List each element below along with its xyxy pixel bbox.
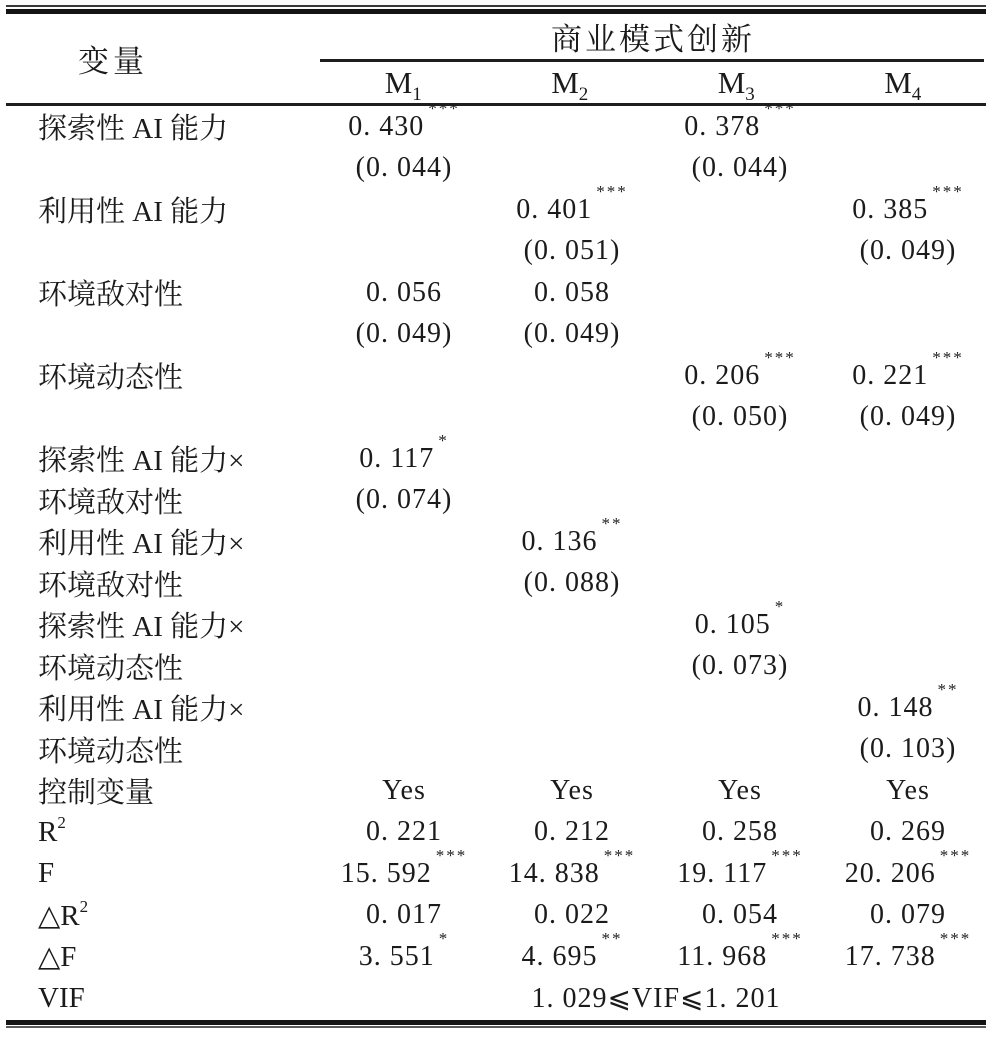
value-cell-m1: 0. 017 [366,899,442,931]
row-label: F [38,857,55,890]
model-header-subscript: 4 [911,83,922,105]
significance-stars: *** [428,99,460,119]
row-label: 探索性 AI 能力× [38,611,245,644]
model-header-subscript: 3 [745,83,755,105]
value-cell-m2: 0. 058 [534,276,610,308]
model-header-m1: $M_1$ [384,64,422,105]
row-label: 环境敌对性 [38,486,184,519]
row-label: 环境敌对性 [38,279,184,312]
value-cell-m3: (0. 073) [691,650,789,682]
row-label: VIF [38,981,85,1014]
table-row [0,895,992,937]
vif-range-cell: 1. 029⩽VIF⩽1. 201 [531,983,781,1015]
value-cell-m3: 19. 117*** [677,846,803,889]
row-label: 环境动态性 [38,362,184,395]
value-cell-m2: 0. 136** [521,514,623,557]
row-label: 环境动态性 [38,735,184,768]
table-body [0,99,992,1019]
significance-stars: *** [771,929,803,949]
value-cell-m4: 0. 385*** [852,182,964,225]
value-cell-m1: 0. 221 [366,816,442,848]
bottom-rules [0,1020,992,1028]
table-header [0,14,992,103]
row-label: △F [38,941,77,974]
value-cell-m4: 20. 206*** [844,846,972,889]
models-header-group [320,14,986,103]
value-cell-m3: 0. 258 [702,816,778,848]
table-row [0,182,992,231]
row-label: 环境动态性 [38,652,184,685]
value-cell-m2: (0. 051) [523,235,621,267]
significance-stars: * [438,431,449,451]
row-label-superscript: 2 [57,813,66,833]
significance-stars: ** [601,929,623,949]
value-cell-m3: 0. 206*** [684,348,796,391]
model-header-m2: $M_2$ [551,64,589,105]
value-cell-m3: 0. 378*** [684,99,796,142]
value-cell-m4: (0. 049) [859,235,957,267]
value-cell-m4: 17. 738*** [844,929,972,972]
significance-stars: ** [937,680,959,700]
value-cell-m1: 0. 430*** [348,99,460,142]
row-label: $R^2$ [38,813,66,848]
bottom-rule-thin [6,1026,986,1028]
value-cell-m2: 4. 695** [521,929,623,972]
model-header-row [320,62,986,103]
table-row [0,646,992,688]
value-cell-m1: 3. 551* [358,929,450,972]
table-row [0,929,992,978]
value-cell-m2: Yes [550,774,594,806]
table-row [0,397,992,439]
value-cell-m1: 0. 056 [366,276,442,308]
table-row [0,563,992,605]
value-cell-m4: (0. 103) [859,733,957,765]
value-cell-m4: Yes [886,774,930,806]
row-label: 利用性 AI 能力 [38,196,229,229]
value-cell-m3: 0. 105* [694,597,786,640]
group-header-business-model-innovation: 商业模式创新 [551,22,755,57]
value-cell-m3: Yes [718,774,762,806]
table-row [0,770,992,812]
significance-stars: * [774,597,786,617]
table-row [0,514,992,563]
table-row [0,148,992,190]
value-cell-m1: (0. 044) [355,152,453,184]
row-label: 探索性 AI 能力 [38,113,229,146]
table-row [0,480,992,522]
row-label: 控制变量 [38,777,155,810]
significance-stars: *** [603,846,636,866]
value-cell-m3: 11. 968*** [677,929,803,972]
significance-stars: *** [764,99,796,119]
value-cell-m4: 0. 148** [857,680,959,723]
value-cell-m2: 0. 212 [534,816,610,848]
table-row [0,272,992,314]
value-cell-m1: (0. 049) [355,318,453,350]
significance-stars: *** [435,846,468,866]
table-row [0,231,992,273]
row-label: 探索性 AI 能力× [38,445,245,478]
significance-stars: *** [596,182,628,202]
value-cell-m4: 0. 269 [870,816,946,848]
significance-stars: *** [932,182,964,202]
model-header-subscript: 1 [412,83,422,105]
value-cell-m1: Yes [382,774,426,806]
model-header-m3: $M_3$ [717,64,755,105]
value-cell-m2: (0. 088) [523,567,621,599]
model-header-m4: $M_4$ [884,64,922,105]
variable-column-header: 变量 [78,44,148,79]
table-row [0,431,992,480]
table-row [0,99,992,148]
significance-stars: *** [764,348,796,368]
value-cell-m4: 0. 079 [870,899,946,931]
significance-stars: *** [939,929,972,949]
significance-stars: ** [601,514,623,534]
row-label-superscript: 2 [79,897,89,917]
table-row [0,812,992,854]
value-cell-m3: (0. 044) [691,152,789,184]
value-cell-m1: (0. 074) [355,484,453,516]
table-row [0,729,992,771]
value-cell-m3: 0. 054 [702,899,778,931]
significance-stars: * [438,929,450,949]
value-cell-m4: (0. 049) [859,401,957,433]
value-cell-m4: 0. 221*** [852,348,964,391]
table-row [0,348,992,397]
value-cell-m2: (0. 049) [523,318,621,350]
value-cell-m2: 0. 022 [534,899,610,931]
row-label: $\triangle R^2$ [38,897,89,932]
significance-stars: *** [932,348,964,368]
row-label: 环境敌对性 [38,569,184,602]
table-row [0,680,992,729]
value-cell-m2: 0. 401*** [516,182,628,225]
table-row [0,597,992,646]
value-cell-m2: 14. 838*** [508,846,636,889]
table-row [0,846,992,895]
value-cell-m1: 0. 117* [359,431,449,474]
table-row [0,314,992,356]
significance-stars: *** [771,846,803,866]
row-label: 利用性 AI 能力× [38,528,245,561]
value-cell-m1: 15. 592*** [340,846,468,889]
value-cell-m3: (0. 050) [691,401,789,433]
significance-stars: *** [939,846,972,866]
row-label: 利用性 AI 能力× [38,694,245,727]
table-row [0,978,992,1020]
model-header-subscript: 2 [578,83,589,105]
